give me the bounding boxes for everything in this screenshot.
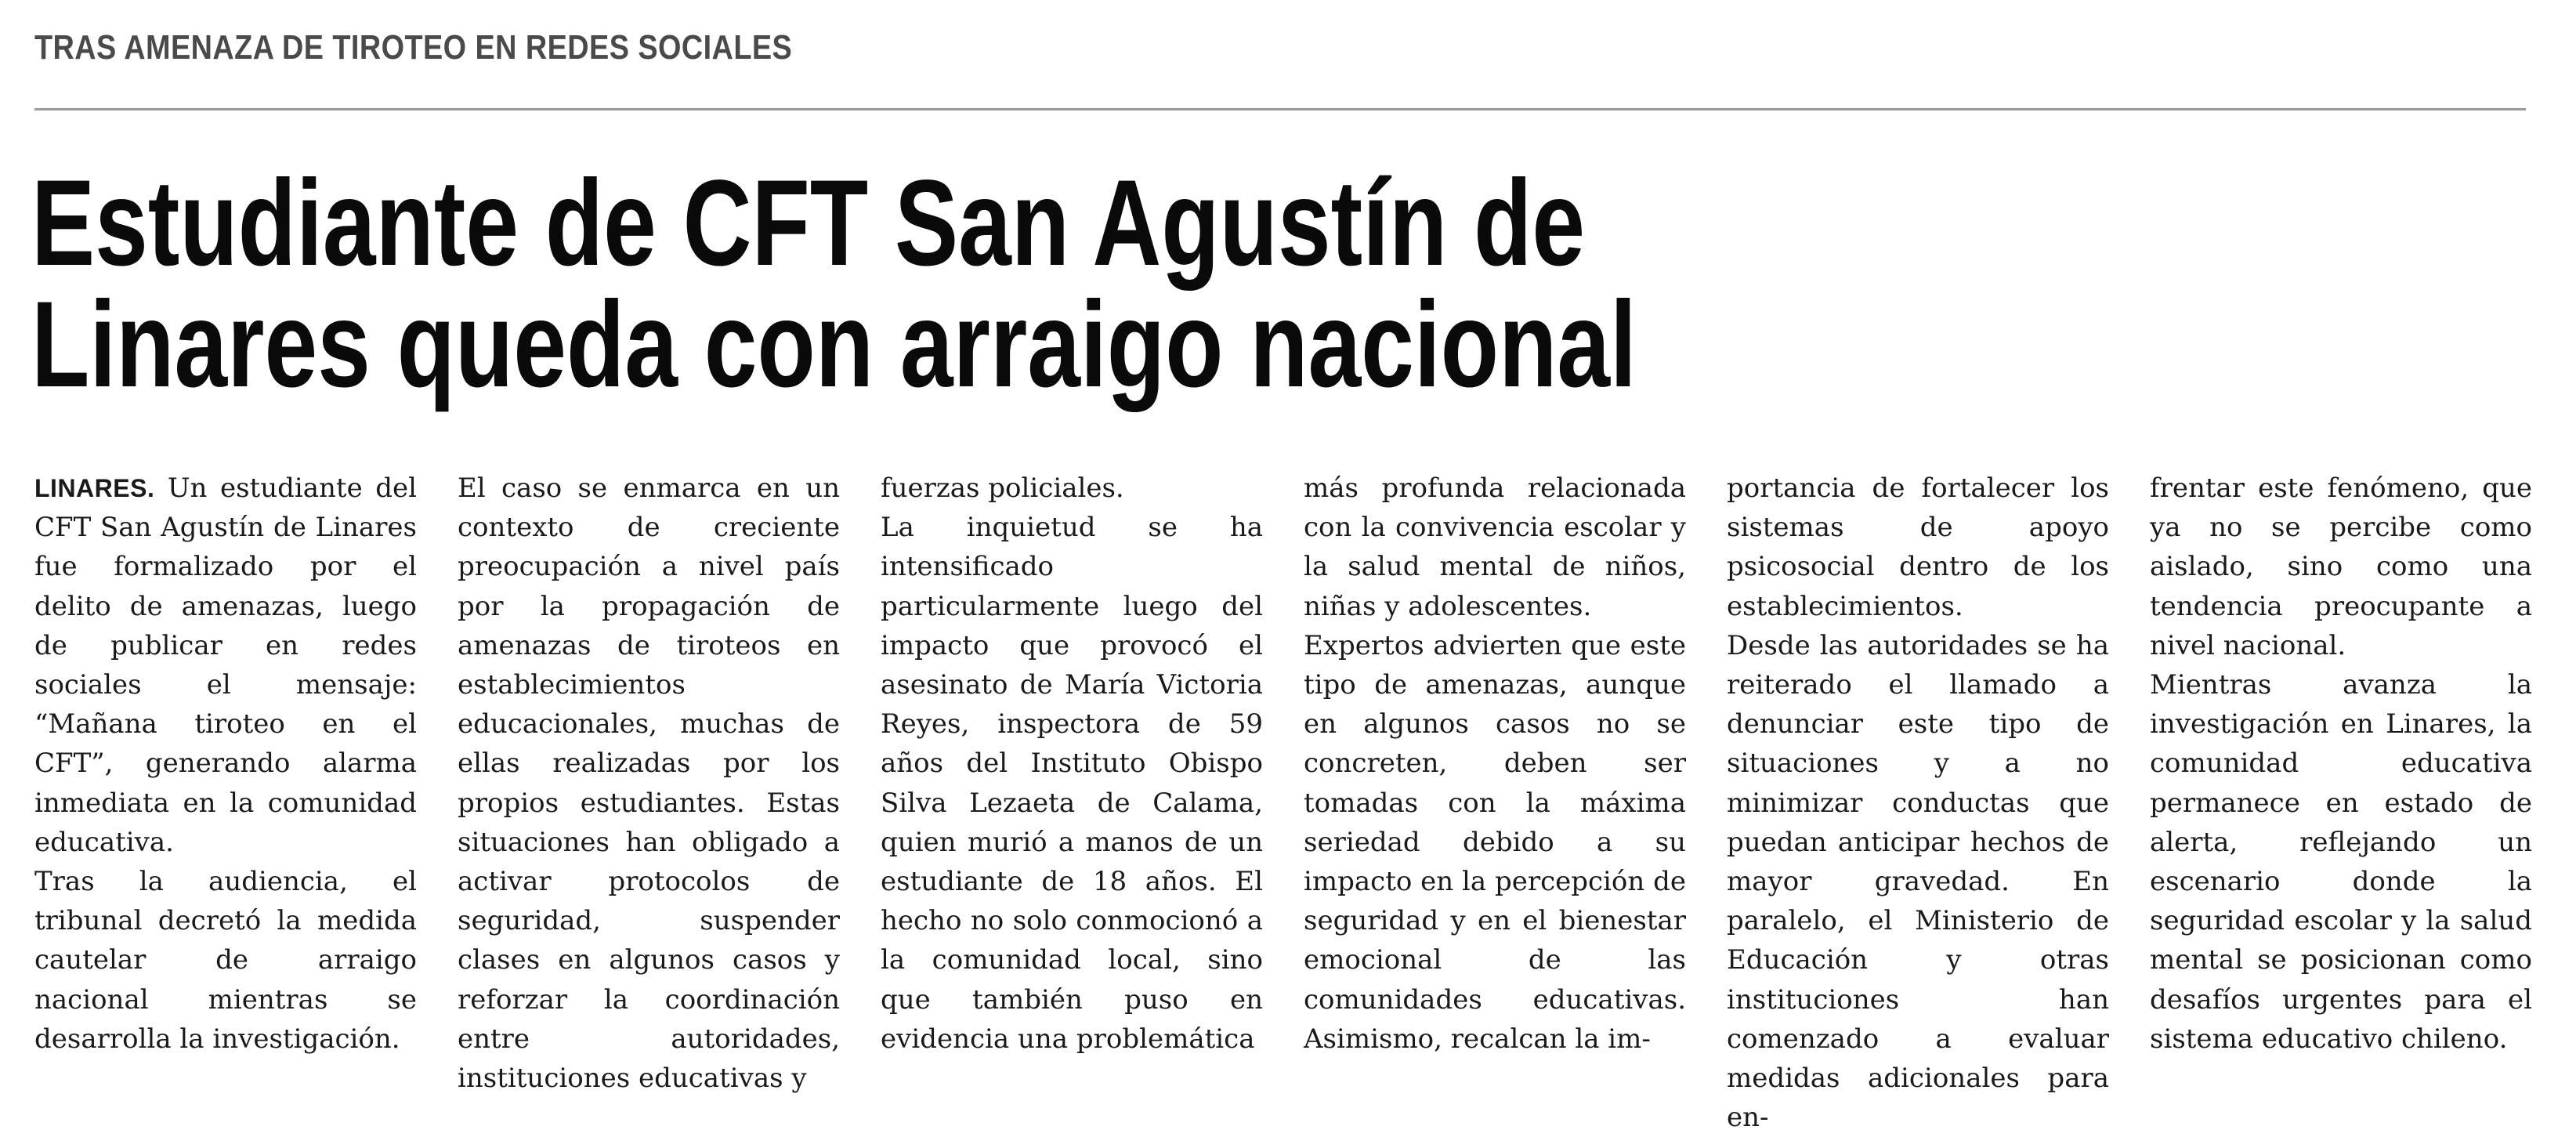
paragraph: Mientras avanza la investigación en Linares, la comunidad educativa permanece en estado de alerta, reflejando un escenario donde la seguridad escolar y la salud mental se posicionan como desafíos urgentes para el sistema educativo chileno.	[2150, 669, 2532, 1055]
column-6	[2150, 469, 2573, 1088]
headline-line-1: Estudiante de CFT San Agustín de	[31, 155, 1586, 291]
column-3	[881, 469, 1304, 1088]
headline	[31, 155, 1637, 413]
paragraph: Expertos advierten que este tipo de amenazas, aunque en algunos casos no se concreten, deben ser tomadas con la máxima seriedad debido a su impacto en la percepción de seguridad y en el bienestar emocional de las comunidades educativas. Asimismo, recalcan la im-	[1304, 629, 1686, 1055]
paragraph: fuerzas policiales.	[881, 473, 1124, 504]
paragraph: más profunda relacionada con la convivencia escolar y la salud mental de niños, niñas y adolescentes.	[1304, 473, 1686, 622]
dateline: LINARES.	[34, 474, 155, 502]
kicker-divider	[34, 108, 2526, 110]
section-kicker: TRAS AMENAZA DE TIROTEO EN REDES SOCIALES	[34, 28, 793, 67]
column-1	[34, 469, 458, 1088]
paragraph: frentar este fenómeno, que ya no se percibe como aislado, sino como una tendencia preocupante a nivel nacional.	[2150, 473, 2532, 661]
column-4	[1304, 469, 1727, 1088]
paragraph-text: Un estudiante del CFT San Agustín de Linares fue formalizado por el delito de amenazas, luego de publicar en redes sociales el mensaje: “Mañana tiroteo en el CFT”, generando alarma inmediata en la comunidad educativa.	[34, 473, 417, 858]
column-2	[458, 469, 881, 1095]
paragraph: El caso se enmarca en un contexto de creciente preocupación a nivel país por la propagación de amenazas de tiroteos en establecimientos educacionales, muchas de ellas realizadas por los propios estudiantes. Estas situaciones han obligado a activar protocolos de seguridad, suspender clases en algunos casos y reforzar la coordinación entre autoridades, instituciones educativas y	[458, 473, 840, 1095]
article-body	[34, 469, 2532, 1134]
paragraph: Tras la audiencia, el tribunal decretó la medida cautelar de arraigo nacional mientras se desarrolla la investigación.	[34, 866, 417, 1055]
paragraph: Desde las autoridades se ha reiterado el llamado a denunciar este tipo de situaciones y a no minimizar conductas que puedan anticipar hechos de mayor gravedad. En paralelo, el Ministerio de Educación y otras instituciones han comenzado a evaluar medidas adicionales para en-	[1727, 629, 2109, 1134]
paragraph: La inquietud se ha intensificado particularmente luego del impacto que provocó el asesinato de María Victoria Reyes, inspectora de 59 años del Instituto Obispo Silva Lezaeta de Calama, quien murió a manos de un estudiante de 18 años. El hecho no solo conmocionó a la comunidad local, sino que también puso en evidencia una problemática	[881, 512, 1263, 1055]
column-5	[1727, 469, 2150, 1134]
paragraph: portancia de fortalecer los sistemas de apoyo psicosocial dentro de los establecimientos.	[1727, 473, 2109, 622]
paragraph	[34, 469, 417, 862]
headline-line-2: Linares queda con arraigo nacional	[31, 277, 1637, 413]
